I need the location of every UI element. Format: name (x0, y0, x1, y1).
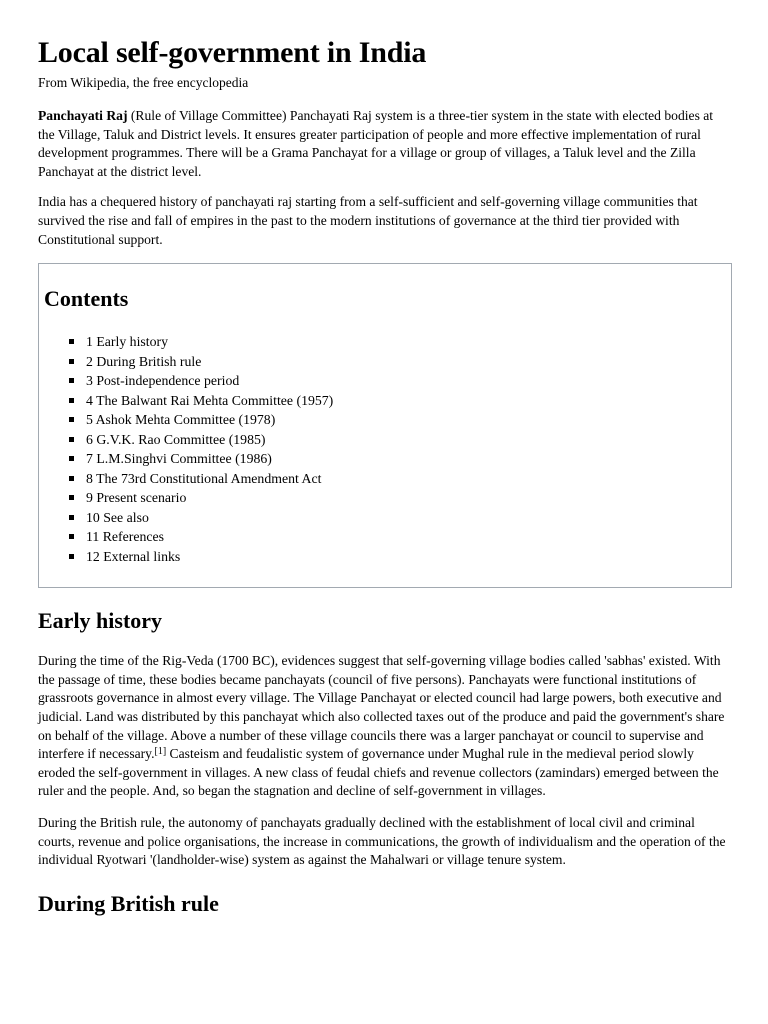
toc-item (69, 391, 731, 411)
toc-link-early-history[interactable]: 1 Early history (86, 334, 168, 350)
early-history-text-continued: Casteism and feudalistic system of governance under Mughal rule in the medieval period slowly eroded the self-government in villages. A new class of feudal chiefs and revenue collectors (zamindars) emerged between the ruler and the people. And, so began the stagnation and decline of self-government in villages. (38, 746, 719, 799)
toc-item (69, 469, 731, 489)
section-heading-early-history: Early history (38, 608, 163, 634)
toc-heading: Contents (44, 286, 129, 312)
intro-paragraph-text: (Rule of Village Committee) Panchayati Raj system is a three-tier system in the state with elected bodies at the Village, Taluk and District levels. It ensures greater participation of people and more effective implementation of rural development programmes. There will be a Grama Panchayat for a village or group of villages, a Taluk level and the Zilla Panchayat at the district level. (38, 108, 714, 179)
site-tagline: From Wikipedia, the free encyclopedia (38, 75, 249, 90)
bullet-icon (69, 417, 74, 422)
toc-link-post-independence[interactable]: 3 Post-independence period (86, 373, 240, 389)
intro-paragraph (38, 107, 732, 181)
toc-link-ashok-mehta[interactable]: 5 Ashok Mehta Committee (1978) (86, 412, 276, 428)
toc-list (44, 332, 731, 566)
toc-item (69, 410, 731, 430)
table-of-contents (38, 263, 732, 588)
bullet-icon (69, 554, 74, 559)
toc-link-during-british-rule[interactable]: 2 During British rule (86, 353, 202, 369)
bullet-icon (69, 515, 74, 520)
bullet-icon (69, 456, 74, 461)
bullet-icon (69, 398, 74, 403)
toc-item (69, 352, 731, 372)
article (38, 0, 732, 917)
toc-link-gvk-rao[interactable]: 6 G.V.K. Rao Committee (1985) (86, 431, 266, 447)
toc-link-references[interactable]: 11 References (86, 529, 165, 545)
bullet-icon (69, 378, 74, 383)
toc-link-see-also[interactable]: 10 See also (86, 509, 149, 525)
british-decline-paragraph: During the British rule, the autonomy of panchayats gradually declined with the establishment of local civil and criminal courts, revenue and police organisations, the increase in communications, the growth of individualism and the operation of the individual Ryotwari '(landholder-wise) system as against the Mahalwari or village tenure system. (38, 814, 726, 868)
bullet-icon (69, 359, 74, 364)
toc-item (69, 430, 731, 450)
toc-link-lm-singhvi[interactable]: 7 L.M.Singhvi Committee (1986) (86, 451, 272, 467)
bullet-icon (69, 534, 74, 539)
page-title: Local self-government in India (38, 36, 427, 69)
toc-item (69, 527, 731, 547)
toc-item (69, 508, 731, 528)
toc-link-external-links[interactable]: 12 External links (86, 548, 181, 564)
history-paragraph: India has a chequered history of panchayati raj starting from a self-sufficient and self-governing village communities that survived the rise and fall of empires in the past to the modern institutions of governance at the third tier provided with Constitutional support. (38, 194, 698, 247)
toc-item (69, 488, 731, 508)
toc-link-73rd-amendment[interactable]: 8 The 73rd Constitutional Amendment Act (86, 470, 322, 486)
intro-lead-term: Panchayati Raj (38, 108, 128, 123)
toc-link-present-scenario[interactable]: 9 Present scenario (86, 490, 187, 506)
bullet-icon (69, 476, 74, 481)
toc-item (69, 449, 731, 469)
toc-link-balwant-rai-mehta[interactable]: 4 The Balwant Rai Mehta Committee (1957) (86, 392, 334, 408)
early-history-paragraph (38, 652, 732, 801)
toc-item (69, 547, 731, 567)
bullet-icon (69, 437, 74, 442)
bullet-icon (69, 339, 74, 344)
toc-item (69, 332, 731, 352)
early-history-text: During the time of the Rig-Veda (1700 BC), evidences suggest that self-governing village bodies called 'sabhas' existed. With the passage of time, these bodies became panchayats (council of five persons). Panchayats were functional institutions of grassroots governance in almost every village. The Village Panchayat or elected council had large powers, both executive and judicial. Land was distributed by this panchayat which also collected taxes out of the produce and paid the government's share on behalf of the village. Above a number of these village councils there was a larger panchayat or council to supervise and interfere if necessary. (38, 653, 725, 762)
bullet-icon (69, 495, 74, 500)
toc-item (69, 371, 731, 391)
section-heading-british-rule: During British rule (38, 890, 219, 916)
citation-link[interactable]: [1] (154, 746, 167, 758)
